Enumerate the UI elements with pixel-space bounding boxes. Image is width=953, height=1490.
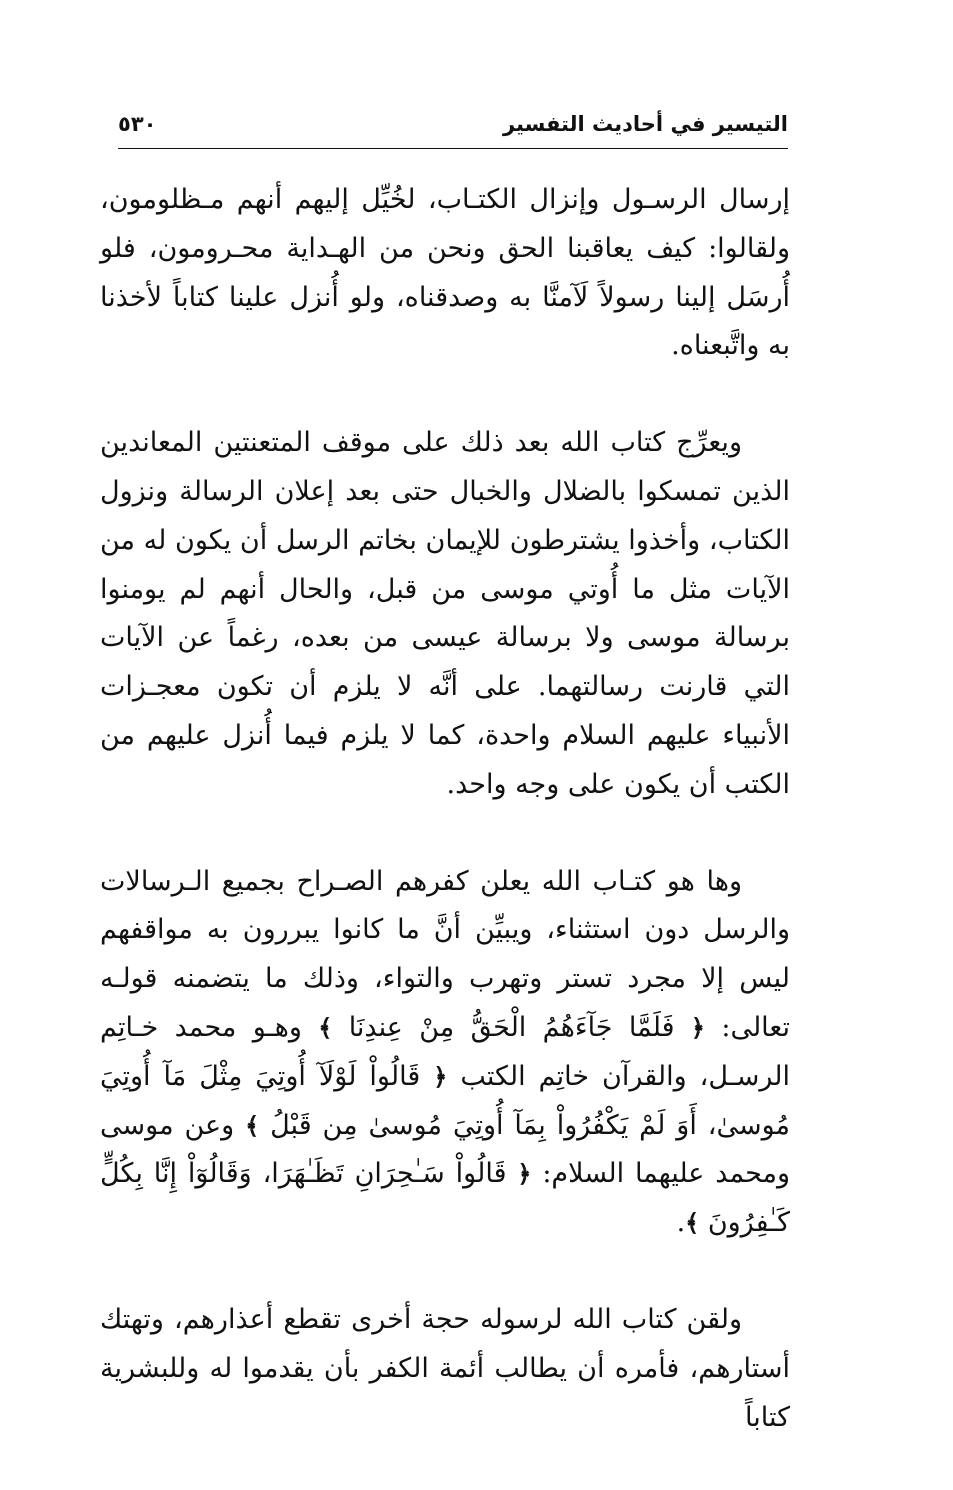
- paragraph-3-text-3: وعن موسى ومحمد عليهما السلام:: [100, 1109, 791, 1190]
- quran-verse-3: قَالُواْ سَـٰحِرَانِ تَظَـٰهَرَا، وَقَالُوٓاْ إِنَّا بِكُلٍّ كَـٰفِرُونَ: [100, 1158, 790, 1239]
- quran-close-bracket: ﴾: [685, 1209, 700, 1238]
- paragraph-1: إرسال الرسـول وإنزال الكتـاب، لخُيِّل إليهم أنهم مـظلومون، ولقالوا: كيف يعاقبنا الحق ونحن من الهـداية محـرومون، فلو أُرسَل إلينا رسولاً لَآمنَّا به وصدقناه، ولو أُنزل علينا كتاباً لأخذنا به واتَّبعناه.: [100, 184, 790, 362]
- quran-close-bracket: ﴾: [318, 1013, 333, 1042]
- header-title: التيسير في أحاديث التفسير: [502, 112, 788, 136]
- paragraph-3-text-1: وها هو كتـاب الله يعلن كفرهم الصـراح بجميع الـرسالات والرسل دون استثناء، ويبيِّن أنَّ ما كانوا يبررون به مواقفهم ليس إلا مجرد تستر وتهرب والتواء، وذلك ما يتضمنه قولـه تعالى:: [100, 865, 790, 1043]
- paragraph-3-end: .: [676, 1207, 686, 1239]
- paragraph-2: ويعرِّج كتاب الله بعد ذلك على موقف المتعنتين المعاندين الذين تمسكوا بالضلال والخبال حتى بعد إعلان الرسالة ونزول الكتاب، وأخذوا يشترطون للإيمان بخاتم الرسل أن يكون له من الآيات مثل ما أُوتي موسى من قبل، والحال أنهم لم يومنوا برسالة موسى ولا برسالة عيسى من بعده، رغماً عن الآيات التي قارنت رسالتهما. على أنَّه لا يلزم أن تكون معجـزات الأنبياء عليهم السلام واحدة، كما لا يلزم فيما أُنزل عليهم من الكتب أن يكون على وجه واحد.: [100, 427, 790, 800]
- quran-open-bracket: ﴿: [517, 1160, 532, 1189]
- quran-open-bracket: ﴿: [433, 1062, 448, 1091]
- page-number: ٥٣٠: [118, 112, 157, 136]
- quran-verse-1: فَلَمَّا جَآءَهُمُ الْحَقُّ مِنْ عِندِنَا: [348, 1011, 675, 1043]
- quran-open-bracket: ﴿: [690, 1013, 705, 1042]
- quran-close-bracket: ﴾: [245, 1111, 260, 1140]
- running-header: [118, 112, 788, 148]
- paragraph-4: ولقن كتاب الله لرسوله حجة أخرى تقطع أعذارهم، وتهتك أستارهم، فأمره أن يطالب أئمة الكفر بأن يقدموا له وللبشرية كتاباً: [100, 1303, 790, 1433]
- quran-verse-2: قَالُواْ لَوْلَآ أُوتِيَ مِثْلَ مَآ أُوتِيَ مُوسىٰ، أَوَ لَمْ يَكْفُرُواْ بِمَآ أُوتِيَ مُوسىٰ مِن قَبْلُ: [100, 1060, 790, 1141]
- paragraph-3-text-2: وهـو محمد خـاتِم الرسـل، والقرآن خاتِم الكتب: [100, 1011, 790, 1092]
- header-rule: [118, 148, 788, 149]
- paragraph-3: [100, 858, 790, 1248]
- body-text: [100, 176, 790, 1490]
